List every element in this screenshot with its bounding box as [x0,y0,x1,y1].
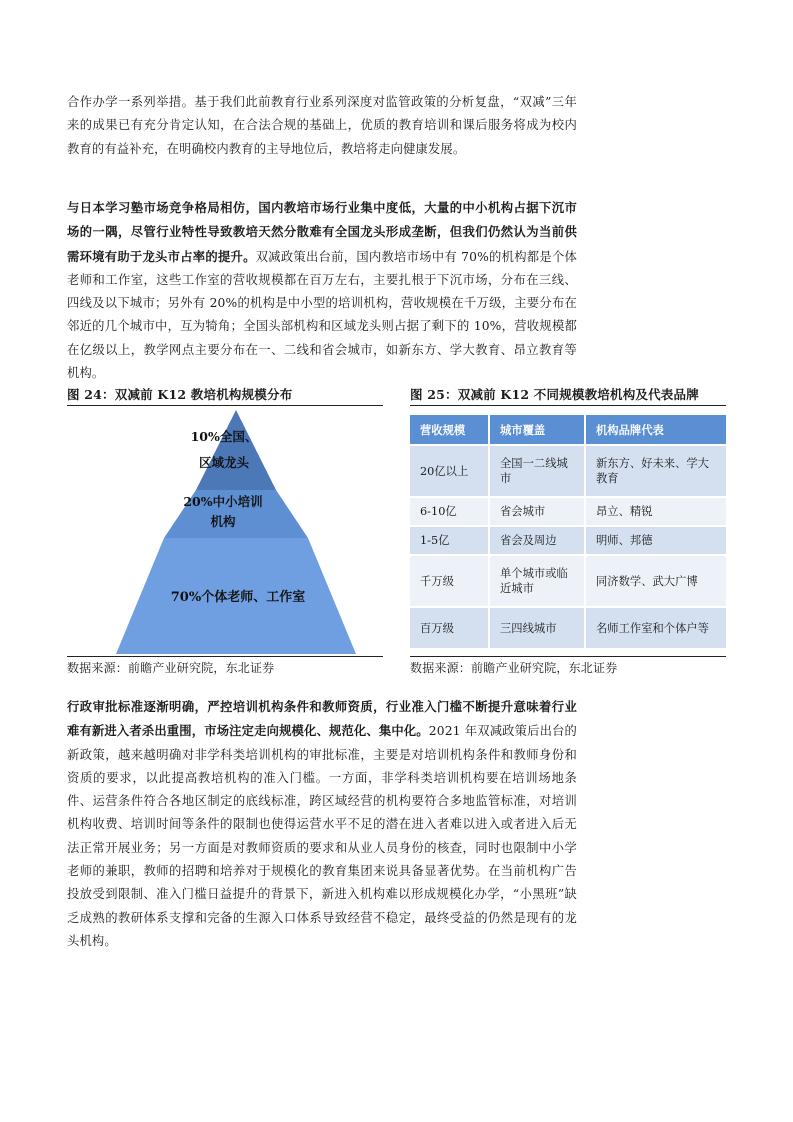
figure-24-source: 数据来源：前瞻产业研究院，东北证券 [67,661,275,675]
table-row [410,554,726,606]
table-cell: 明师、邦德 [586,525,726,554]
table-row [410,444,726,496]
paragraph-intro-text: 合作办学一系列举措。基于我们此前教育行业系列深度对监管政策的分析复盘，“双减”三年来的成果已有充分肯定认知，在合法合规的基础上，优质的教育培训和课后服务将成为校内教育的有益补充，在明确校内教育的主导地位后，教培将走向健康发展。 [67,95,577,156]
table-cell: 百万级 [410,606,490,648]
paragraph-regulation-body: 2021 年双减政策后出台的新政策，越来越明确对非学科类培训机构的审批标准，主要是对培训机构条件和教师身份和资质的要求，以此提高教培机构的准入门槛。一方面，非学科类培训机构要在培训场地条件、运营条件符合各地区制定的底线标准，跨区域经营的机构要符合多地监管标准，对培训机构收费、培训时间等条件的限制也使得运营水平不足的潜在进入者难以进入或者进入后无法正常开展业务；另一方面是对教师资质的要求和从业人员身份的核查，同时也限制中小学老师的兼职，教师的招聘和培养对于规模化的教育集团来说具备显著优势。在当前机构广告投放受到限制、准入门槛日益提升的背景下，新进入机构难以形成规模化办学，“小黑班”缺乏成熟的教研体系支撑和完备的生源入口体系导致经营不稳定，最终受益的仍然是现有的龙头机构。 [67,724,577,948]
pyramid-tier-top [196,410,276,490]
pyramid-label-middle-line2: 机构 [210,514,236,529]
table-row [410,606,726,648]
table-cell: 同济数学、武大广博 [586,554,726,606]
pyramid-label-top-line1: 10%全国、 [190,429,258,444]
table-cell: 省会及周边 [490,525,586,554]
pyramid-label-bottom: 70%个体老师、工作室 [170,590,306,605]
brand-table-header-row [410,415,726,444]
figure-25-source: 数据来源：前瞻产业研究院，东北证券 [410,661,618,675]
paragraph-market-structure-lead: 与日本学习塾市场竞争格局相仿，国内教培市场行业集中度低，大量的中小机构占据下沉市场的一隅，尽管行业特性导致教培天然分散难有全国龙头形成垄断，但我们仍然认为当前供需环境有助于龙头市占率的提升。 [67,200,577,264]
figure-25-bottom-rule [410,656,726,657]
pyramid-label-middle-line1: 20%中小培训 [183,494,263,509]
table-row [410,525,726,554]
pyramid-label-top-line2: 区域龙头 [198,455,250,470]
table-cell: 千万级 [410,554,490,606]
header-revenue-scale: 营收规模 [410,415,490,444]
table-row [410,496,726,525]
table-cell: 昂立、精锐 [586,496,726,525]
table-cell: 20亿以上 [410,444,490,496]
paragraph-regulation-lead: 行政审批标准逐渐明确，严控培训机构条件和教师资质，行业准入门槛不断提升意味着行业难有新进入者杀出重围，市场注定走向规模化、规范化、集中化。 [67,699,577,739]
header-brand-examples: 机构品牌代表 [586,415,726,444]
header-city-coverage: 城市覆盖 [490,415,586,444]
table-cell: 新东方、好未来、学大教育 [586,444,726,496]
figure-24-title: 图 24：双减前 K12 教培机构规模分布 [67,387,293,402]
pyramid-chart [100,408,370,658]
paragraph-intro [67,91,577,161]
figure-24-bottom-rule [67,656,383,657]
table-cell: 三四线城市 [490,606,586,648]
figure-24-rule [67,405,383,406]
table-cell: 省会城市 [490,496,586,525]
figure-25-rule [410,405,726,406]
table-cell: 6-10亿 [410,496,490,525]
table-cell: 1-5亿 [410,525,490,554]
figure-25-title: 图 25：双减前 K12 不同规模教培机构及代表品牌 [410,387,699,402]
table-cell: 名师工作室和个体户等 [586,606,726,648]
table-cell: 单个城市或临近城市 [490,554,586,606]
paragraph-market-structure-body: 双减政策出台前，国内教培市场中有 70%的机构都是个体老师和工作室，这些工作室的营收规模都在百万左右，主要扎根于下沉市场，分布在三线、四线及以下城市；另外有 20%的机构是中小型的培训机构，营收规模在千万级，主要分布在邻近的几个城市中，互为犄角；全国头部机构和区域龙头则占据了剩下的 10%，营收规模都在亿级以上，教学网点主要分布在一、二线和省会城市，如新东方、学大教育、昂立教育等机构。 [67,249,577,381]
paragraph-regulation [67,695,577,953]
brand-table [410,415,726,648]
paragraph-market-structure [67,196,577,385]
table-cell: 全国一二线城市 [490,444,586,496]
